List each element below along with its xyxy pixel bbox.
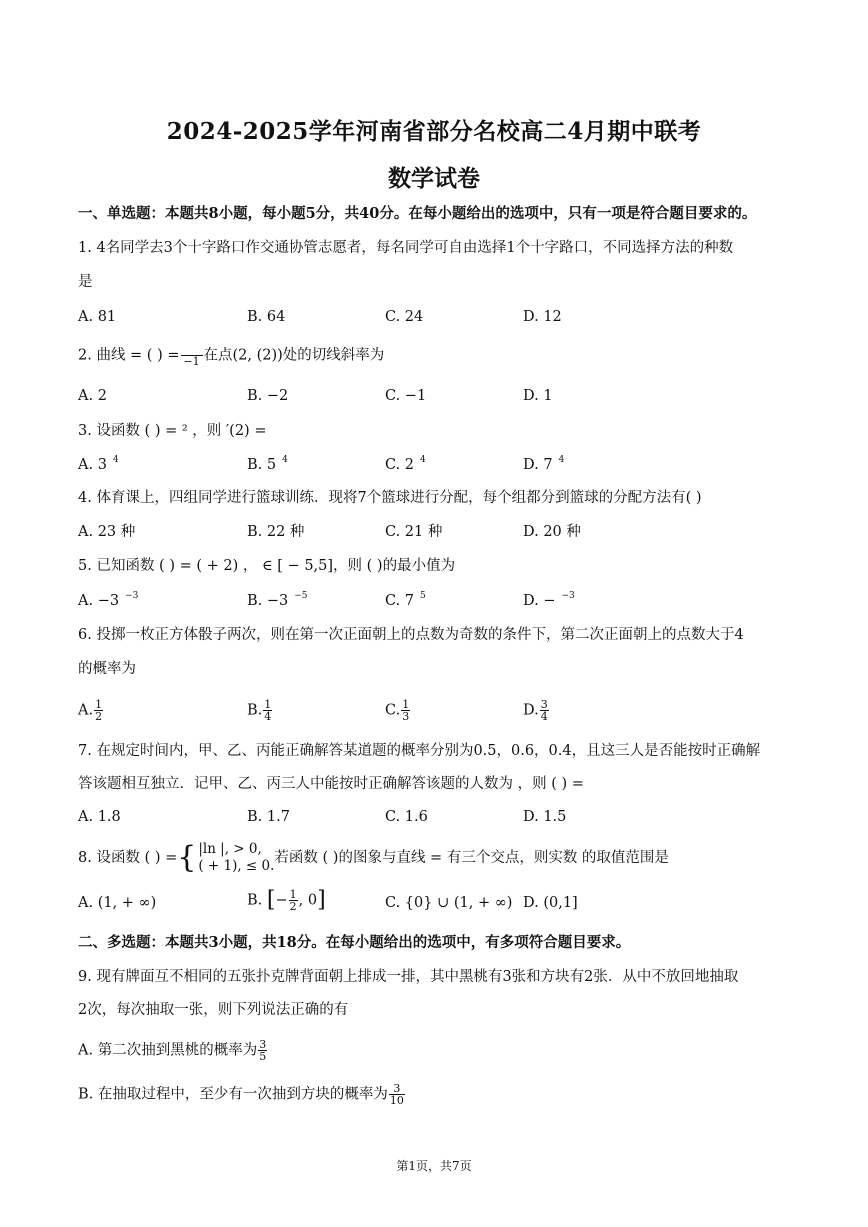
question-1-line-1: 1. 4名同学去3个十字路口作交通协管志愿者，每名同学可自由选择1个十字路口，不同选择方法的种数 xyxy=(78,240,734,256)
q4-option-b: B. 22 种 xyxy=(247,524,305,540)
question-6-line-2: 的概率为 xyxy=(78,661,136,677)
q5-option-c-text: C. 7 xyxy=(385,593,415,609)
q9-a-den: 5 xyxy=(259,1050,267,1063)
q7-option-d: D. 1.5 xyxy=(523,809,567,825)
question-8-stem xyxy=(78,840,669,876)
q8-right-bracket: ] xyxy=(317,887,326,913)
q3-option-c-text: C. 2 xyxy=(385,457,415,473)
q8-stem-pre: 8. 设函数 ( ) = xyxy=(78,850,178,866)
q2-option-d: D. 1 xyxy=(523,388,553,404)
q6-option-d-frac xyxy=(540,699,549,722)
q6-option-c xyxy=(385,699,411,722)
q2-stem-pre: 2. 曲线 = ( ) = xyxy=(78,347,180,364)
q8-stem-post: 若函数 ( )的图象与直线 = 有三个交点，则实数 的取值范围是 xyxy=(274,850,669,866)
q8-b-right: , 0 xyxy=(298,892,318,909)
q6-b-num: 1 xyxy=(264,698,272,711)
q4-option-c: C. 21 种 xyxy=(385,524,443,540)
q5-option-d xyxy=(523,591,575,613)
q6-option-c-label: C. xyxy=(385,702,401,719)
q2-option-b: B. −2 xyxy=(247,388,289,404)
q6-d-num: 3 xyxy=(540,698,548,711)
q8-case-2: ( + 1), ≤ 0. xyxy=(198,858,275,874)
q1-option-b: B. 64 xyxy=(247,309,286,325)
q9-option-b-frac xyxy=(389,1083,405,1106)
q9-b-num: 3 xyxy=(389,1083,405,1095)
q5-option-a-exp: −3 xyxy=(125,591,139,601)
q8-piecewise-cases xyxy=(198,841,274,875)
q8-minus-sign: − xyxy=(275,892,288,909)
q9-option-b xyxy=(78,1083,406,1106)
q4-option-d: D. 20 种 xyxy=(523,524,581,540)
q6-option-d xyxy=(523,699,550,722)
q5-option-c-exp: 5 xyxy=(420,591,426,601)
q8-b-num: 1 xyxy=(289,888,297,901)
q3-option-b-text: B. 5 xyxy=(247,457,277,473)
q2-option-c: C. −1 xyxy=(385,388,427,404)
q3-option-a-text: A. 3 xyxy=(78,457,107,473)
q3-option-a xyxy=(78,455,119,477)
question-9-line-2: 2次，每次抽取一张，则下列说法正确的有 xyxy=(78,1002,349,1018)
q8-option-c: C. {0} ∪ (1, + ∞) xyxy=(385,895,513,911)
q3-option-d-exp: 4 xyxy=(558,455,565,465)
section-1-heading: 一、单选题：本题共8小题，每小题5分，共40分。在每小题给出的选项中，只有一项是符合题目要求的。 xyxy=(78,205,757,222)
q9-b-den: 10 xyxy=(389,1094,404,1107)
q6-option-b xyxy=(247,699,273,722)
q5-option-b-text: B. −3 xyxy=(247,593,289,609)
question-7-line-2: 答该题相互独立．记甲、乙、丙三人中能按时正确解答该题的人数为 ，则 ( ) = xyxy=(78,776,584,792)
q6-a-den: 2 xyxy=(95,710,103,723)
q8-option-b-frac xyxy=(289,889,298,912)
question-1-line-2: 是 xyxy=(78,274,93,290)
exam-title: 2024-2025学年河南省部分名校高二4月期中联考 xyxy=(166,118,702,145)
page-footer: 第1页，共7页 xyxy=(396,1159,472,1173)
q2-stem-post: 在点(2, (2))处的切线斜率为 xyxy=(203,347,385,364)
q3-option-a-exp: 4 xyxy=(112,455,119,465)
q7-option-b: B. 1.7 xyxy=(247,809,290,825)
exam-subtitle: 数学试卷 xyxy=(388,165,480,192)
q6-option-b-frac xyxy=(263,699,272,722)
q8-b-den: 2 xyxy=(289,900,297,913)
q7-option-c: C. 1.6 xyxy=(385,809,428,825)
q8-piecewise-brace: { xyxy=(177,840,197,875)
question-3-stem: 3. 设函数 ( ) = ² ，则 ′(2) = xyxy=(78,423,267,439)
q6-option-a xyxy=(78,699,104,722)
q5-option-d-text: D. − xyxy=(523,593,556,609)
q8-case-1: |ln |, > 0, xyxy=(198,841,262,857)
q2-fraction xyxy=(181,344,203,367)
q9-option-b-text: B. 在抽取过程中，至少有一次抽到方块的概率为 xyxy=(78,1086,388,1103)
q1-option-c: C. 24 xyxy=(385,309,424,325)
q3-option-d xyxy=(523,455,564,477)
q2-frac-den: −1 xyxy=(183,355,200,368)
q3-option-d-text: D. 7 xyxy=(523,457,553,473)
q5-option-a xyxy=(78,591,138,613)
q8-option-a: A. (1, + ∞) xyxy=(78,895,157,911)
q3-option-b-exp: 4 xyxy=(282,455,288,465)
q6-a-num: 1 xyxy=(95,698,103,711)
q5-option-b-exp: −5 xyxy=(294,591,308,601)
q3-option-c xyxy=(385,455,426,477)
question-7-line-1: 7. 在规定时间内，甲、乙、丙能正确解答某道题的概率分别为0.5，0.6，0.4，且这三人是否能按时正确解 xyxy=(78,743,761,759)
q6-b-den: 4 xyxy=(264,710,272,723)
q5-option-d-exp: −3 xyxy=(561,591,575,601)
q8-option-b xyxy=(247,889,326,912)
q8-option-b-label: B. xyxy=(247,892,263,909)
q8-option-d: D. (0,1] xyxy=(523,895,578,911)
q4-option-a: A. 23 种 xyxy=(78,524,136,540)
question-6-line-1: 6. 投掷一枚正方体骰子两次，则在第一次正面朝上的点数为奇数的条件下，第二次正面朝上的点数大于4 xyxy=(78,627,744,643)
q5-option-b xyxy=(247,591,308,613)
q5-option-c xyxy=(385,591,426,613)
question-5-stem: 5. 已知函数 ( ) = ( + 2) ， ∈ [ − 5,5]，则 ( )的最小值为 xyxy=(78,558,456,574)
question-9-line-1: 9. 现有牌面互不相同的五张扑克牌背面朝上排成一排，其中黑桃有3张和方块有2张．从中不放回地抽取 xyxy=(78,969,739,985)
q6-c-den: 3 xyxy=(402,710,410,723)
q6-option-a-frac xyxy=(94,699,103,722)
section-2-heading: 二、多选题：本题共3小题，共18分。在每小题给出的选项中，有多项符合题目要求。 xyxy=(78,934,631,951)
q6-option-c-frac xyxy=(401,699,410,722)
q6-option-d-label: D. xyxy=(523,702,539,719)
q6-option-b-label: B. xyxy=(247,702,263,719)
q9-a-num: 3 xyxy=(259,1038,267,1051)
q6-option-a-label: A. xyxy=(78,702,94,719)
q3-option-c-exp: 4 xyxy=(420,455,426,465)
q6-d-den: 4 xyxy=(540,710,548,723)
q6-c-num: 1 xyxy=(402,698,410,711)
q7-option-a: A. 1.8 xyxy=(78,809,121,825)
question-4-stem: 4. 体育课上，四组同学进行篮球训练．现将7个篮球进行分配，每个组都分到篮球的分配方法有( ) xyxy=(78,490,702,506)
q9-option-a-text: A. 第二次抽到黑桃的概率为 xyxy=(78,1042,258,1059)
q9-option-a xyxy=(78,1039,268,1062)
question-2-stem xyxy=(78,344,384,367)
q1-option-d: D. 12 xyxy=(523,309,562,325)
q3-option-b xyxy=(247,455,288,477)
q8-left-bracket: [ xyxy=(266,887,276,913)
q5-option-a-text: A. −3 xyxy=(78,593,120,609)
q1-option-a: A. 81 xyxy=(78,309,117,325)
q9-option-a-frac xyxy=(258,1039,267,1062)
q2-option-a: A. 2 xyxy=(78,388,107,404)
